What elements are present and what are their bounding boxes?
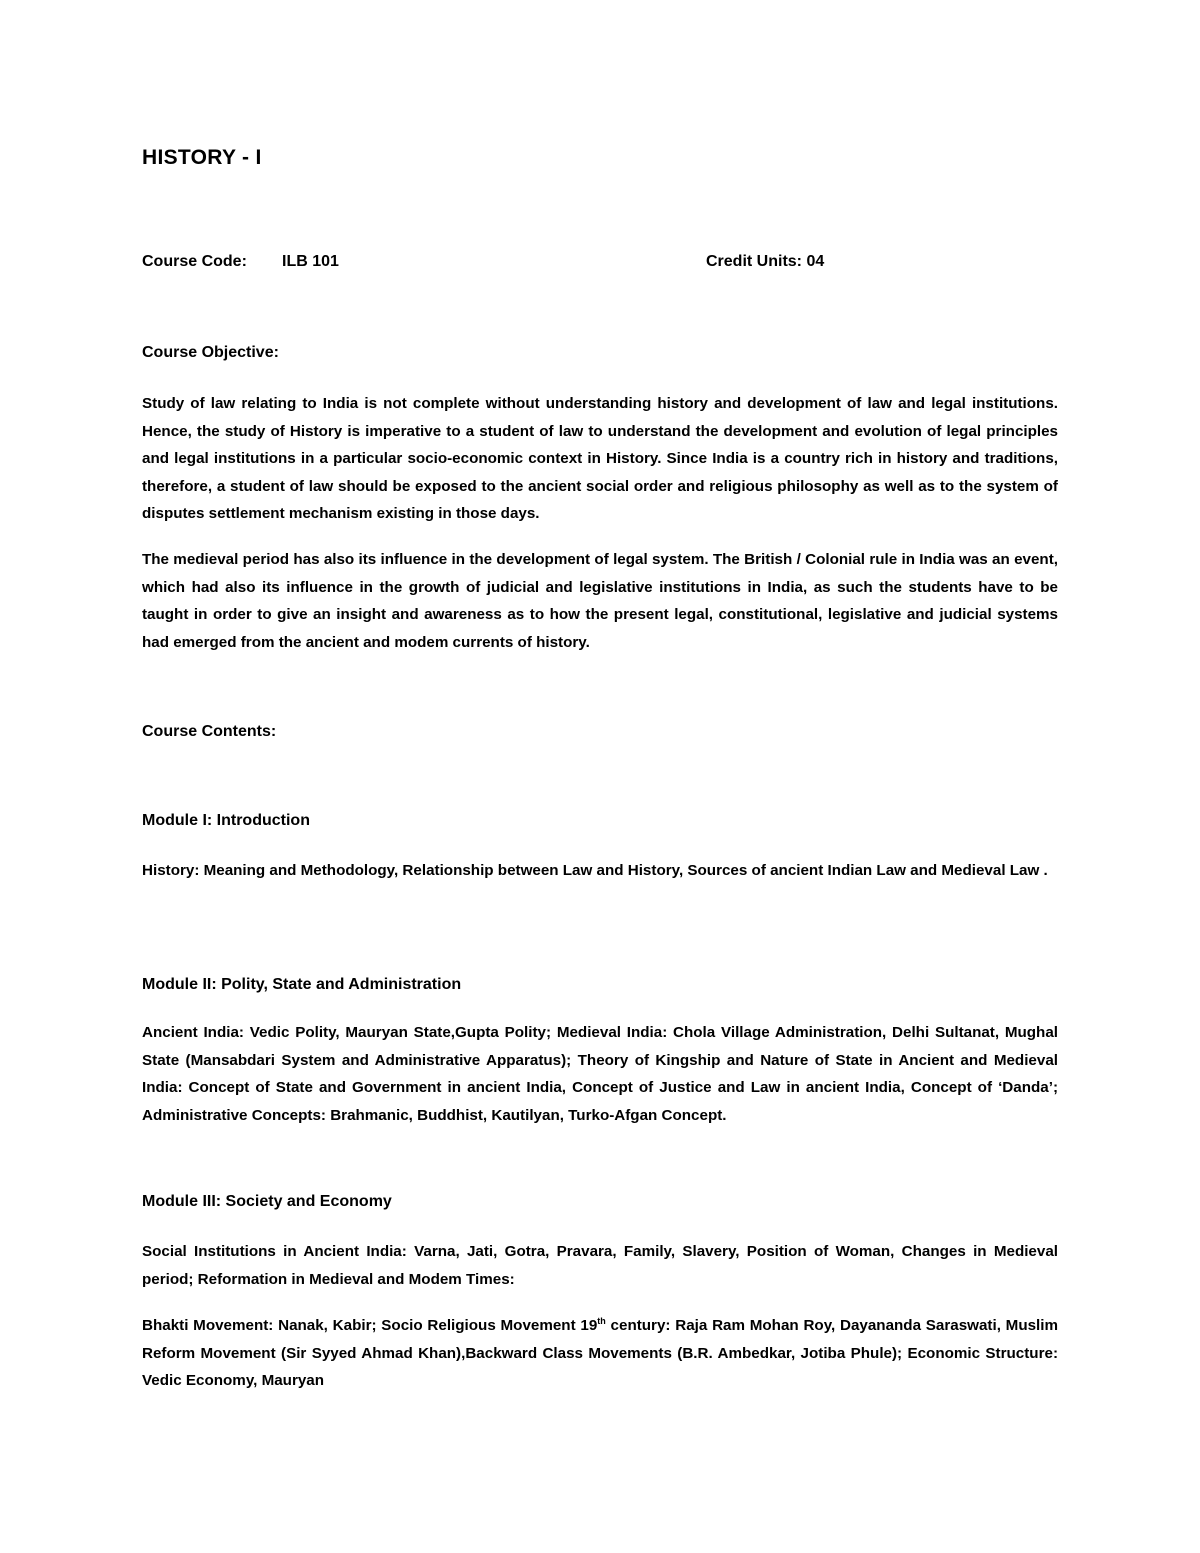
module-2-text: Ancient India: Vedic Polity, Mauryan State,Gupta Polity; Medieval India: Chola Village Administration, Delhi Sultanat, Mughal State (Mansabdari System and Administrative Apparatus); Theory of Kingship and Nature of State in Ancient and Medieval India: Concept of State and Government in ancient India, Concept of Justice and Law in ancient India, Concept of ‘Danda’; Administrative Concepts: Brahmanic, Buddhist, Kautilyan, Turko-Afgan Concept. [142,1024,1058,1124]
document-page [142,0,1058,1553]
module-3-text-2-part-2: century: Raja Ram Mohan Roy, Dayananda Saraswati, Muslim Reform Movement (Sir Syyed Ahmad Khan),Backward Class Movements (B.R. Ambedkar, Jotiba Phule); Economic Structure: Vedic Economy, Mauryan [142,1317,1058,1389]
module-3-text-1: Social Institutions in Ancient India: Varna, Jati, Gotra, Pravara, Family, Slavery, Position of Woman, Changes in Medieval period; Reformation in Medieval and Modem Times: [142,1243,1058,1288]
objective-paragraph-1: Study of law relating to India is not complete without understanding history and development of law and legal institutions. Hence, the study of History is imperative to a student of law to understand the development and evolution of legal principles and legal institutions in a particular socio-economic context in History. Since India is a country rich in history and traditions, therefore, a student of law should be exposed to the ancient social order and religious philosophy as well as to the system of disputes settlement mechanism existing in those days. [142,395,1058,522]
course-code-value: ILB 101 [282,253,339,270]
module-1-text: History: Meaning and Methodology, Relationship between Law and History, Sources of ancient Indian Law and Medieval Law . [142,862,1048,879]
superscript-th: th [597,1315,606,1326]
module-2-heading: Module II: Polity, State and Administration [142,976,462,993]
module-3-text-2-part-1: Bhakti Movement: Nanak, Kabir; Socio Religious Movement 19 [142,1317,598,1334]
document-title: HISTORY - I [142,146,262,169]
module-3-heading: Module III: Society and Economy [142,1193,392,1210]
module-3-text-2 [142,1312,1058,1395]
credit-units: Credit Units: 04 [706,253,825,270]
course-contents-heading: Course Contents: [142,723,277,740]
course-code-label: Course Code: [142,253,247,270]
module-1-heading: Module I: Introduction [142,812,310,829]
objective-paragraph-2: The medieval period has also its influence in the development of legal system. The British / Colonial rule in India was an event, which had also its influence in the growth of judicial and legislative institutions in India, as such the students have to be taught in order to give an insight and awareness as to how the present legal, constitutional, legislative and judicial systems had emerged from the ancient and modem currents of history. [142,551,1058,651]
course-objective-heading: Course Objective: [142,344,279,361]
